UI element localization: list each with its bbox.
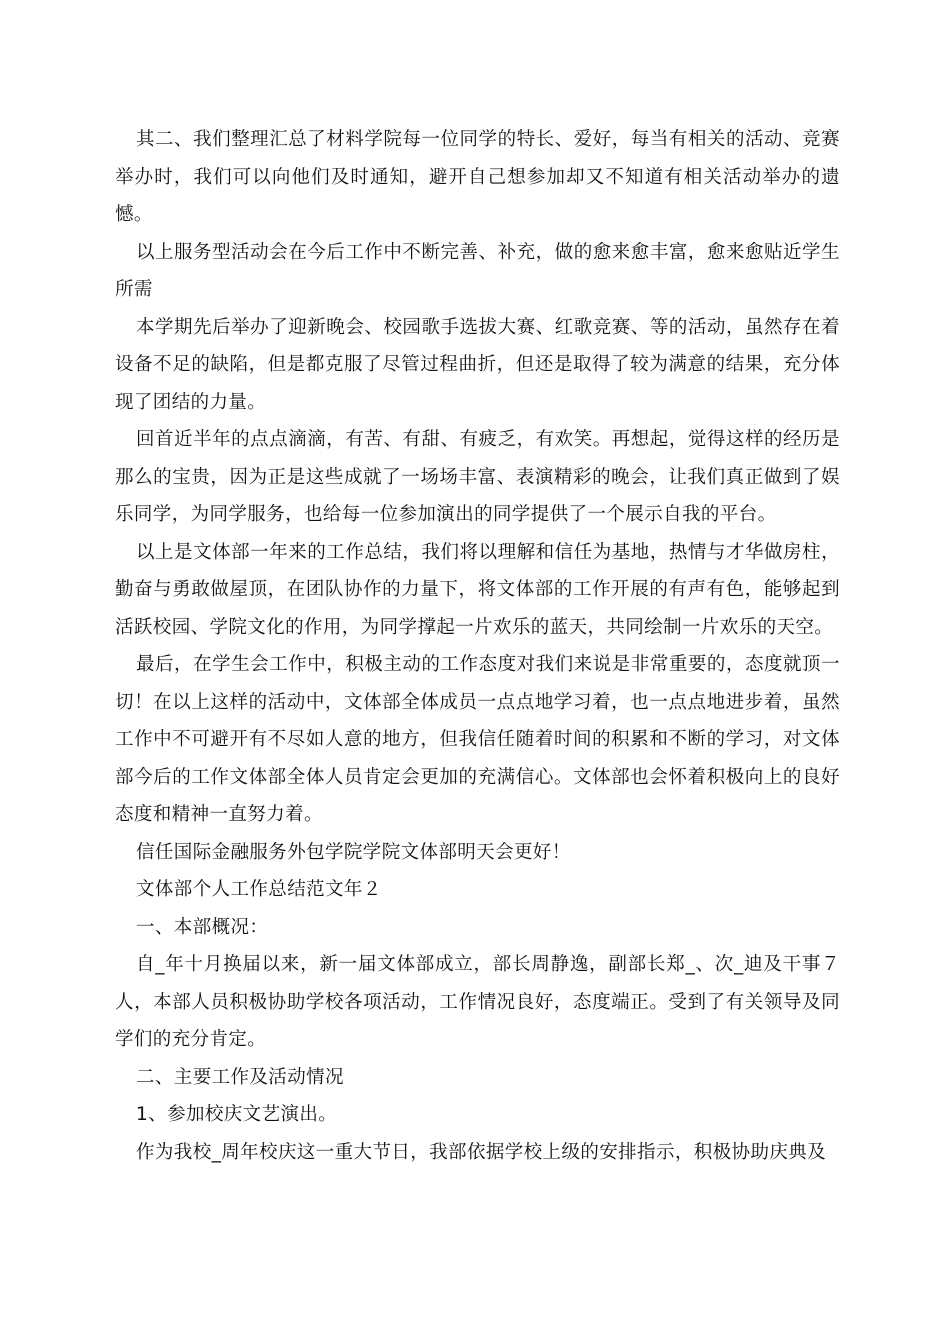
heading-main-work: 二、主要工作及活动情况 — [136, 1066, 344, 1088]
heading-anniversary-performance: 1、参加校庆文艺演出。 — [136, 1104, 338, 1125]
paragraph-conclusion: 最后，在学生会工作中，积极主动的工作态度对我们来说是非常重要的，态度就顶一切！在以上这样的活动中，文体部全体成员一点点地学习着，也一点点地进步着，虽然工作中不可避开有不尽如人意的地方，但我信任随着时间的积累和不断的学习，对文体部今后的工作文体部全体人员肯定会更加的充满信心。文体部也会怀着积极向上的良好态度和精神一直努力着。 — [115, 654, 840, 825]
paragraph-talents-survey: 其二、我们整理汇总了材料学院每一位同学的特长、爱好，每当有相关的活动、竞赛举办时，我们可以向他们及时通知，避开自己想参加却又不知道有相关活动举办的遗憾。 — [115, 129, 840, 225]
paragraph-department-overview: 自_年十月换届以来，新一届文体部成立，部长周静逸，副部长郑_、次_迪及干事７人，本部人员积极协助学校各项活动，工作情况良好，态度端正。受到了有关领导及同学们的充分肯定。 — [115, 954, 840, 1050]
paragraph-service-activities: 以上服务型活动会在今后工作中不断完善、补充，做的愈来愈丰富，愈来愈贴近学生所需 — [115, 241, 840, 300]
heading-department-overview: 一、本部概况： — [136, 916, 269, 938]
paragraph-reflection: 回首近半年的点点滴滴，有苦、有甜、有疲乏，有欢笑。再想起，觉得这样的经历是那么的宝贵，因为正是这些成就了一场场丰富、表演精彩的晚会，让我们真正做到了娱乐同学，为同学服务，也给每一位参加演出的同学提供了一个展示自我的平台。 — [115, 429, 840, 525]
section-title-sample-2: 文体部个人工作总结范文年２ — [136, 879, 382, 900]
paragraph-annual-summary: 以上是文体部一年来的工作总结，我们将以理解和信任为基地，热情与才华做房柱，勤奋与勇敢做屋顶，在团队协作的力量下，将文体部的工作开展的有声有色，能够起到活跃校园、学院文化的作用，为同学撑起一片欢乐的蓝天，共同绘制一片欢乐的天空。 — [115, 541, 840, 638]
paragraph-anniversary-performance: 作为我校_周年校庆这一重大节日，我部依据学校上级的安排指示，积极协助庆典及 — [136, 1141, 827, 1163]
document-body — [115, 121, 840, 1171]
paragraph-closing-wish: 信任国际金融服务外包学院学院文体部明天会更好！ — [136, 841, 571, 863]
paragraph-semester-events: 本学期先后举办了迎新晚会、校园歌手选拔大赛、红歌竞赛、等的活动，虽然存在着设备不足的缺陷，但是都克服了尽管过程曲折，但还是取得了较为满意的结果，充分体现了团结的力量。 — [115, 316, 840, 413]
